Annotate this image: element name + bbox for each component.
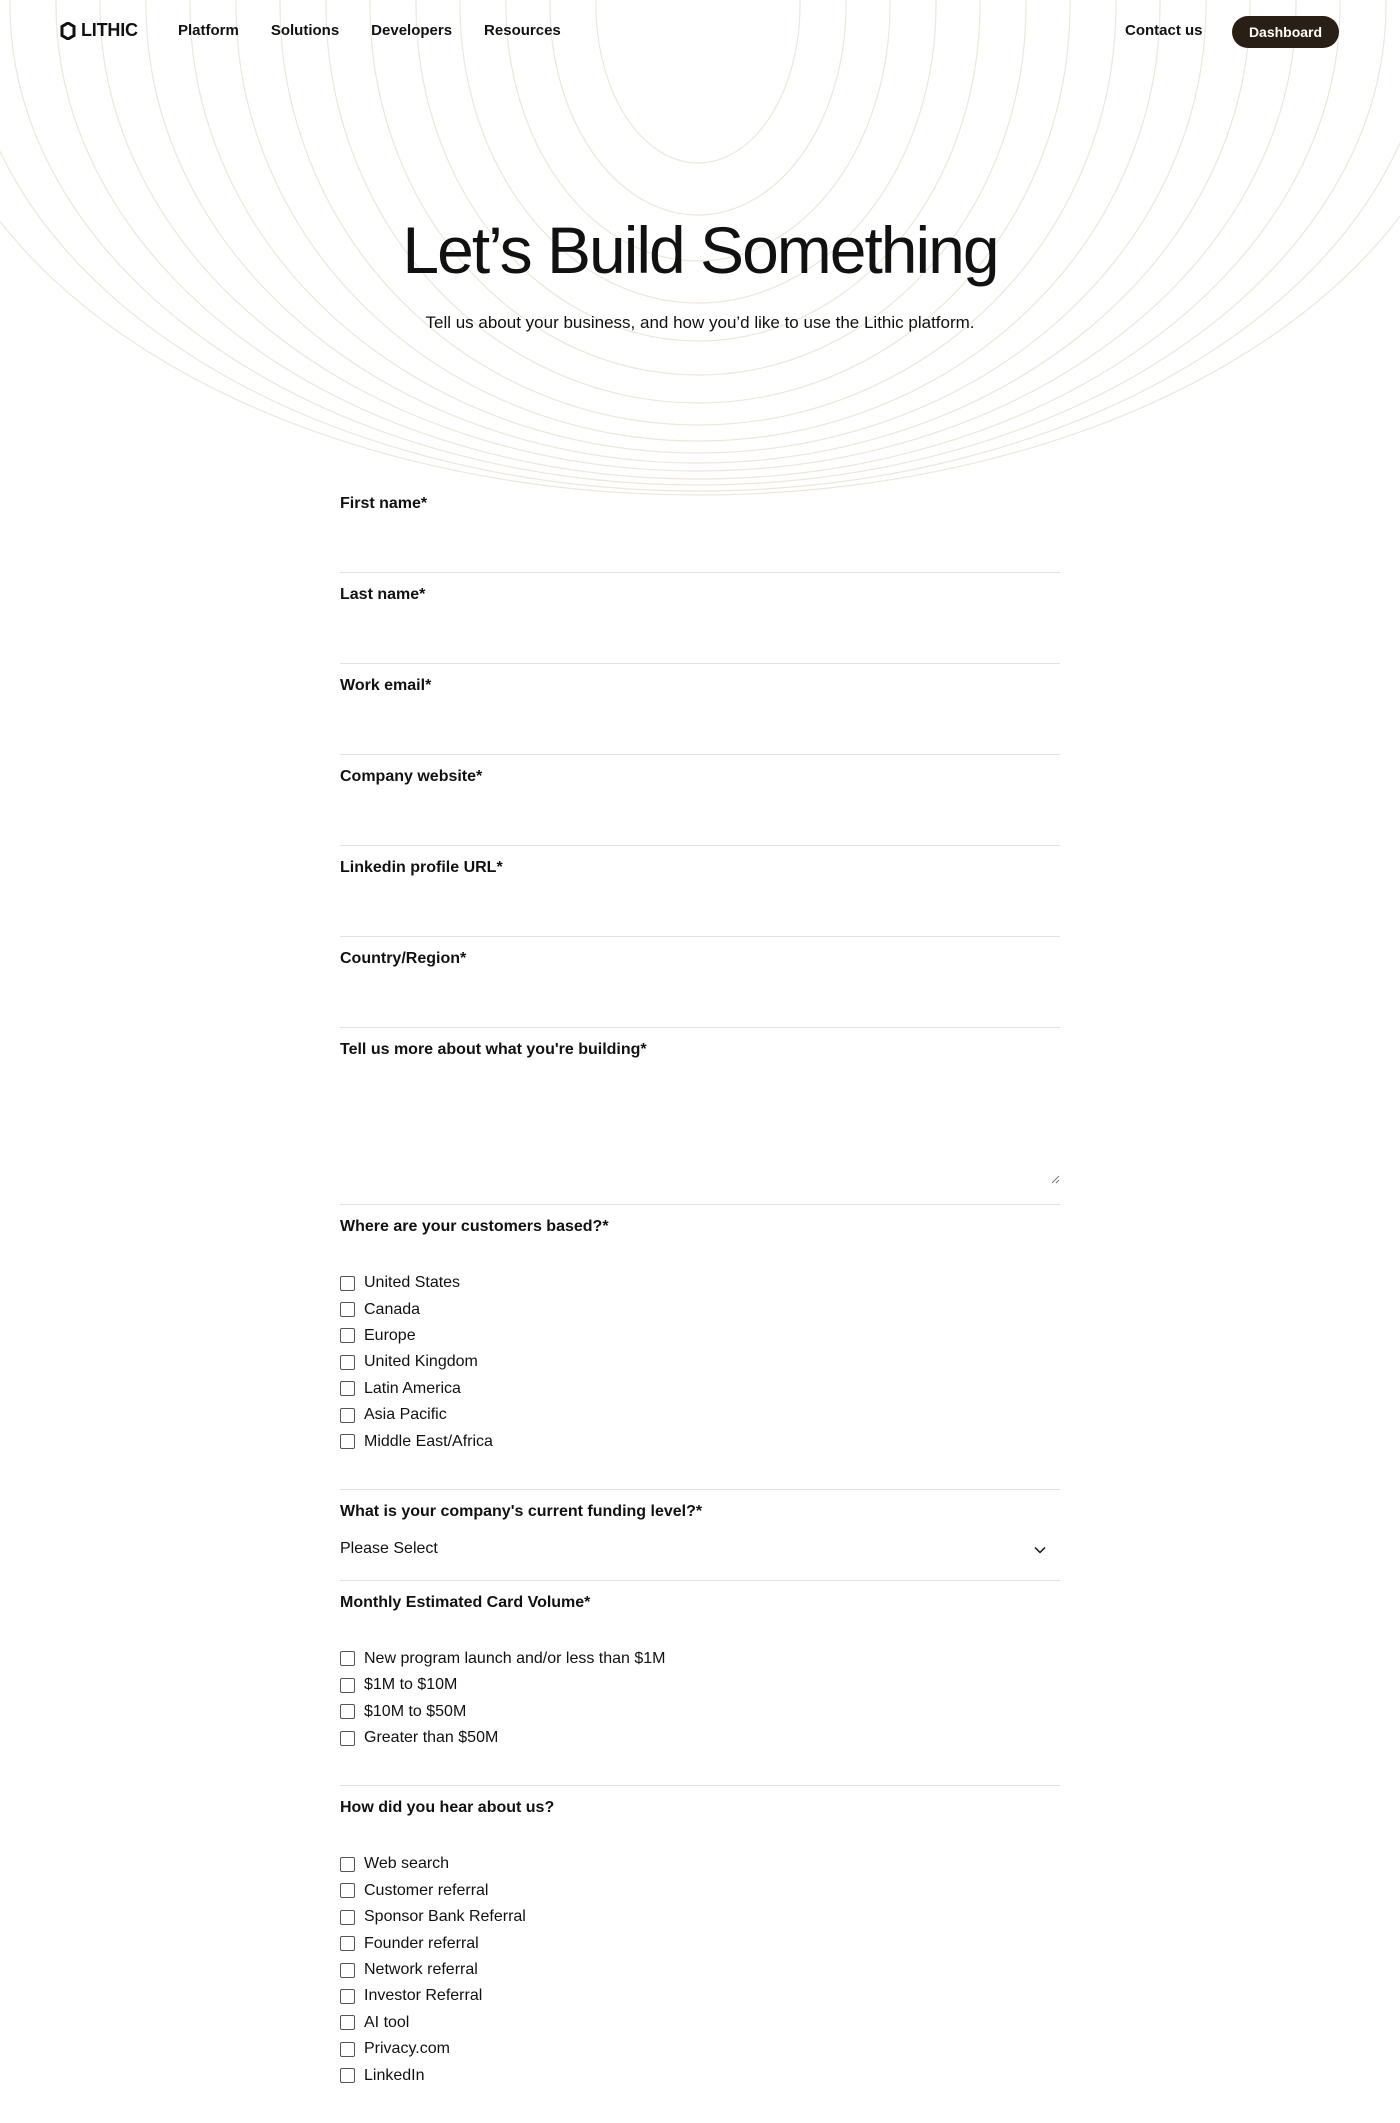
- option-label: Privacy.com: [364, 2040, 450, 2058]
- first-name-label: First name*: [340, 495, 428, 512]
- customers-option-latin-america[interactable]: [340, 1376, 1060, 1402]
- option-label: $10M to $50M: [364, 1702, 467, 1720]
- nav-platform[interactable]: Platform: [178, 22, 239, 39]
- option-label: Investor Referral: [364, 1987, 483, 2005]
- lithic-logo[interactable]: [59, 20, 138, 41]
- checkbox[interactable]: [340, 1963, 355, 1978]
- checkbox[interactable]: [340, 1434, 355, 1449]
- work-email-field: [340, 664, 1060, 755]
- hear-option-linkedin[interactable]: [340, 2062, 1060, 2088]
- first-name-input[interactable]: [340, 513, 1064, 555]
- hear-option-sponsor-bank[interactable]: [340, 1904, 1060, 1930]
- customers-option-europe[interactable]: [340, 1323, 1060, 1349]
- checkbox[interactable]: [340, 1276, 355, 1291]
- first-name-field: [340, 482, 1060, 573]
- checkbox[interactable]: [340, 1704, 355, 1719]
- option-label: Network referral: [364, 1961, 478, 1979]
- checkbox[interactable]: [340, 1381, 355, 1396]
- customers-option-middle-east-africa[interactable]: [340, 1428, 1060, 1454]
- option-label: Canada: [364, 1300, 421, 1318]
- volume-option-1m-10m[interactable]: [340, 1672, 1060, 1698]
- resize-grip-icon[interactable]: [1050, 1174, 1060, 1184]
- checkbox[interactable]: [340, 1678, 355, 1693]
- hear-label: How did you hear about us?: [340, 1799, 555, 1817]
- page-subtitle: Tell us about your business, and how you’d like to use the Lithic platform.: [425, 313, 975, 332]
- checkbox[interactable]: [340, 2042, 355, 2057]
- checkbox[interactable]: [340, 2015, 355, 2030]
- building-field: [340, 1028, 1060, 1205]
- company-website-label: Company website*: [340, 768, 483, 785]
- funding-label: What is your company's current funding level?*: [340, 1502, 703, 1520]
- option-label: Europe: [364, 1326, 416, 1344]
- volume-option-50m-plus[interactable]: [340, 1725, 1060, 1751]
- last-name-input[interactable]: [340, 604, 1064, 646]
- funding-field: [340, 1490, 1060, 1581]
- nav-developers[interactable]: Developers: [371, 22, 453, 39]
- checkbox[interactable]: [340, 1355, 355, 1370]
- country-label: Country/Region*: [340, 950, 467, 967]
- option-label: Asia Pacific: [364, 1406, 447, 1424]
- hear-option-customer-referral[interactable]: [340, 1878, 1060, 1904]
- checkbox[interactable]: [340, 1731, 355, 1746]
- option-label: Latin America: [364, 1379, 461, 1397]
- checkbox[interactable]: [340, 2068, 355, 2083]
- last-name-field: [340, 573, 1060, 664]
- customers-option-canada[interactable]: [340, 1296, 1060, 1322]
- country-input[interactable]: [340, 968, 1064, 1010]
- volume-option-10m-50m[interactable]: [340, 1699, 1060, 1725]
- work-email-input[interactable]: [340, 695, 1064, 737]
- hear-option-founder-referral[interactable]: [340, 1930, 1060, 1956]
- volume-option-new-launch[interactable]: [340, 1646, 1060, 1672]
- option-label: $1M to $10M: [364, 1676, 458, 1694]
- option-label: AI tool: [364, 2013, 410, 2031]
- customers-option-united-states[interactable]: [340, 1270, 1060, 1296]
- option-label: United Kingdom: [364, 1353, 478, 1371]
- checkbox[interactable]: [340, 1883, 355, 1898]
- linkedin-field: [340, 846, 1060, 937]
- nav-solutions[interactable]: Solutions: [270, 22, 340, 39]
- checkbox[interactable]: [340, 1857, 355, 1872]
- company-website-field: [340, 755, 1060, 846]
- checkbox[interactable]: [340, 1302, 355, 1317]
- work-email-label: Work email*: [340, 677, 432, 694]
- customers-field: [340, 1205, 1060, 1490]
- logo-mark-icon: [59, 22, 77, 40]
- top-nav: [0, 0, 1400, 62]
- hear-option-web-search[interactable]: [340, 1851, 1060, 1877]
- nav-resources[interactable]: Resources: [484, 22, 561, 39]
- hear-option-investor-referral[interactable]: [340, 1983, 1060, 2009]
- customers-label: Where are your customers based?*: [340, 1218, 609, 1235]
- linkedin-input[interactable]: [340, 877, 1064, 919]
- checkbox[interactable]: [340, 1408, 355, 1423]
- hear-option-privacy-com[interactable]: [340, 2036, 1060, 2062]
- customers-option-united-kingdom[interactable]: [340, 1349, 1060, 1375]
- option-label: LinkedIn: [364, 2066, 425, 2084]
- option-label: New program launch and/or less than $1M: [364, 1649, 666, 1667]
- building-label: Tell us more about what you're building*: [340, 1041, 647, 1058]
- option-label: Founder referral: [364, 1934, 479, 1952]
- volume-label: Monthly Estimated Card Volume*: [340, 1593, 591, 1611]
- country-field: [340, 937, 1060, 1028]
- option-label: United States: [364, 1274, 461, 1292]
- chevron-down-icon[interactable]: [1034, 1546, 1046, 1554]
- checkbox[interactable]: [340, 1936, 355, 1951]
- logo-text: LITHIC: [81, 20, 138, 40]
- funding-select[interactable]: Please Select: [340, 1539, 438, 1557]
- volume-field: [340, 1581, 1060, 1787]
- option-label: Middle East/Africa: [364, 1432, 493, 1450]
- company-website-input[interactable]: [340, 786, 1064, 828]
- checkbox[interactable]: [340, 1328, 355, 1343]
- customers-option-asia-pacific[interactable]: [340, 1402, 1060, 1428]
- option-label: Customer referral: [364, 1881, 489, 1899]
- hear-field: [340, 1786, 1060, 2123]
- linkedin-label: Linkedin profile URL*: [340, 859, 503, 876]
- checkbox[interactable]: [340, 1989, 355, 2004]
- last-name-label: Last name*: [340, 586, 426, 603]
- checkbox[interactable]: [340, 1651, 355, 1666]
- contact-form: [340, 482, 1060, 2123]
- checkbox[interactable]: [340, 1910, 355, 1925]
- hear-option-ai-tool[interactable]: [340, 2010, 1060, 2036]
- hear-option-network-referral[interactable]: [340, 1957, 1060, 1983]
- page-title: Let’s Build Something: [402, 213, 998, 287]
- option-label: Greater than $50M: [364, 1729, 499, 1747]
- dashboard-button[interactable]: Dashboard: [1232, 16, 1339, 48]
- contact-us-link[interactable]: Contact us: [1125, 22, 1203, 39]
- option-label: Web search: [364, 1855, 450, 1873]
- building-textarea[interactable]: [340, 1074, 1064, 1194]
- option-label: Sponsor Bank Referral: [364, 1908, 526, 1926]
